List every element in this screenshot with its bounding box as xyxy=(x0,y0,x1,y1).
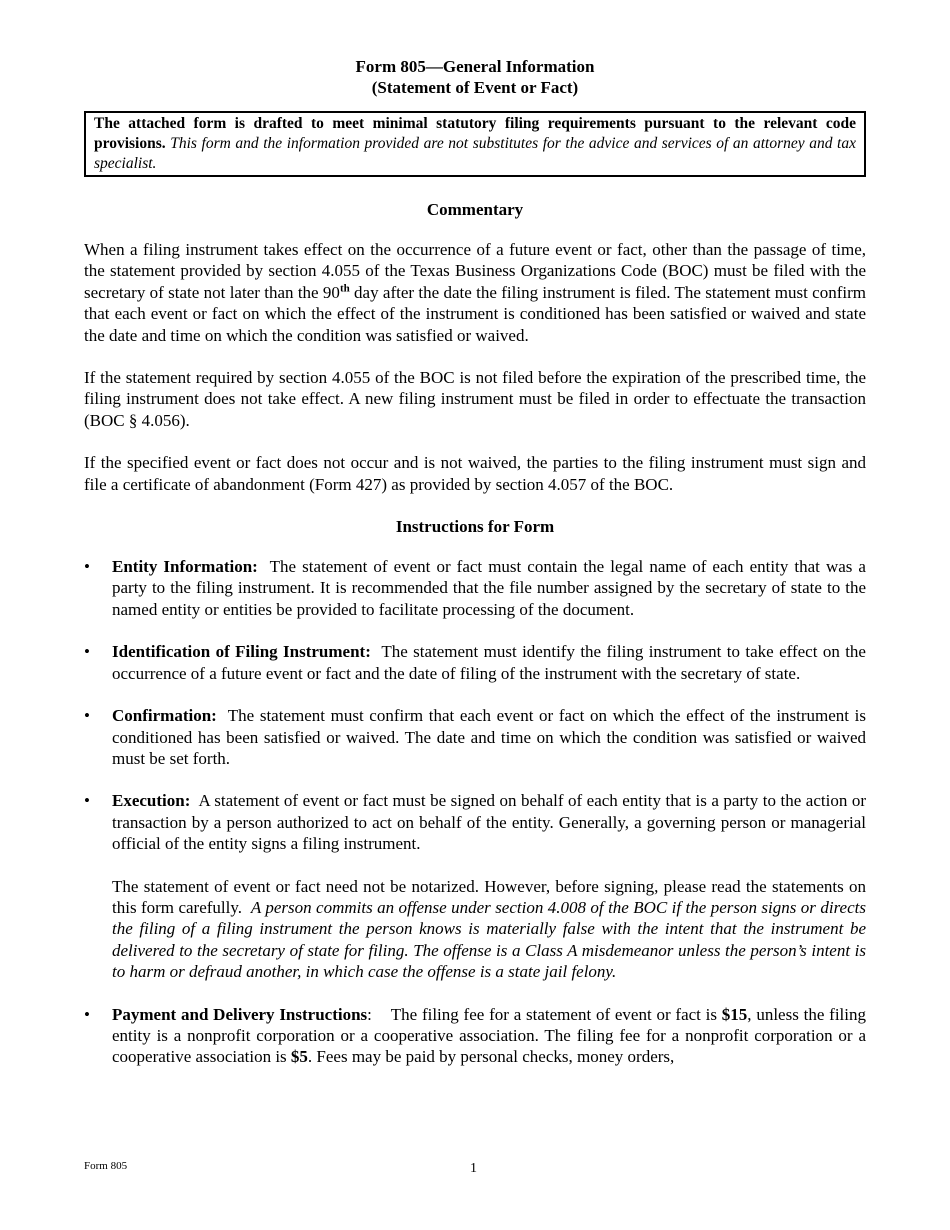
list-item-identification xyxy=(84,641,866,684)
item-text: The statement must identify the filing instrument to take effect on the occurrence of a future event or fact and the date of filing of the instrument with the secretary of state. xyxy=(112,642,866,683)
item-label: Confirmation: xyxy=(112,706,217,726)
form-title: Form 805—General Information xyxy=(355,57,595,76)
item-text: A statement of event or fact must be signed on behalf of each entity that is a party to the action or transaction by a person authorized to act on behalf of the entity. Generally, a governing person or managerial official of the entity signs a filing instrument. xyxy=(112,791,866,854)
ordinal-suffix: th xyxy=(339,282,350,295)
instructions-heading: Instructions for Form xyxy=(395,517,555,537)
commentary-heading: Commentary xyxy=(426,200,524,219)
instructions-list xyxy=(84,556,866,1068)
bullet: • xyxy=(84,557,90,577)
commentary-paragraph-2: If the statement required by section 4.055 of the BOC is not filed before the expiration of the prescribed time, the filing instrument does not take effect. A new filing instrument must be filed in order to effectuate the transaction (BOC § 4.056). xyxy=(84,368,866,430)
item-colon: : xyxy=(367,1004,372,1024)
item-text: The statement must confirm that each event or fact on which the effect of the instrument is conditioned has been satisfied or waived. The date and time on which the condition was satisfied or waived must be set forth. xyxy=(112,706,866,768)
disclaimer-box xyxy=(84,111,866,177)
item-text-2: , unless the filing entity is a nonprofit corporation or a cooperative association. The filing fee for a nonprofit corporation or a cooperative association is xyxy=(112,1004,866,1067)
commentary-p1-text-b: day after the date the filing instrument is filed. The statement must confirm that each event or fact on which the effect of the instrument is conditioned has been satisfied or waived and state the date and time on which the condition was satisfied or waived. xyxy=(84,282,866,345)
list-item-entity-information xyxy=(84,556,866,620)
item-label: Entity Information: xyxy=(112,557,258,577)
fee-standard: $15 xyxy=(721,1004,748,1024)
footer-form-label: Form 805 xyxy=(84,1160,128,1172)
commentary-p1-text-a: When a filing instrument takes effect on the occurrence of a future event or fact, other than the passage of time, the statement provided by section 4.055 of the Texas Business Organizations Code (BOC) must be filed with the secretary of state not later than the 90 xyxy=(84,240,866,302)
warning-plain: The statement of event or fact need not be notarized. However, before signing, please read the statements on this form carefully. xyxy=(112,876,866,917)
disclaimer-italic: This form and the information provided are not substitutes for the advice and services of an attorney and tax specialist. xyxy=(94,135,856,172)
item-text: The statement of event or fact must contain the legal name of each entity that was a party to the filing instrument. It is recommended that the file number assigned by the secretary of state to the named entity or entities be provided to facilitate processing of the document. xyxy=(112,557,866,619)
document-page xyxy=(84,56,866,1089)
page-number: 1 xyxy=(470,1161,477,1176)
disclaimer-bold: The attached form is drafted to meet minimal statutory filing requirements pursuant to the relevant code provisions. xyxy=(94,115,856,152)
commentary-paragraph-3: If the specified event or fact does not occur and is not waived, the parties to the filing instrument must sign and file a certificate of abandonment (Form 427) as provided by section 4.057 of the BOC. xyxy=(84,453,866,494)
list-item-confirmation xyxy=(84,705,866,769)
bullet: • xyxy=(84,642,90,662)
list-item-payment xyxy=(84,1004,866,1068)
item-label: Payment and Delivery Instructions xyxy=(112,1004,368,1024)
bullet: • xyxy=(84,1004,90,1024)
list-item-execution xyxy=(84,790,866,982)
item-label: Identification of Filing Instrument: xyxy=(112,642,371,662)
warning-italic: A person commits an offense under section 4.008 of the BOC if the person signs or directs the filing of a filing instrument the person knows is materially false with the intent that the instrument be delivered to the secretary of state for filing. The offense is a Class A misdemeanor unless the person’s intent is to harm or defraud another, in which case the offense is a state jail felony. xyxy=(112,897,866,982)
item-text-3: . Fees may be paid by personal checks, money orders, xyxy=(307,1047,675,1067)
bullet: • xyxy=(84,706,90,726)
bullet: • xyxy=(84,791,90,811)
fee-nonprofit: $5 xyxy=(290,1047,308,1067)
execution-warning-paragraph xyxy=(112,876,866,983)
form-subtitle: (Statement of Event or Fact) xyxy=(371,78,579,97)
commentary-paragraph-1 xyxy=(84,239,866,346)
item-text-1: The filing fee for a statement of event or fact is xyxy=(390,1004,718,1024)
item-label: Execution: xyxy=(112,791,191,811)
